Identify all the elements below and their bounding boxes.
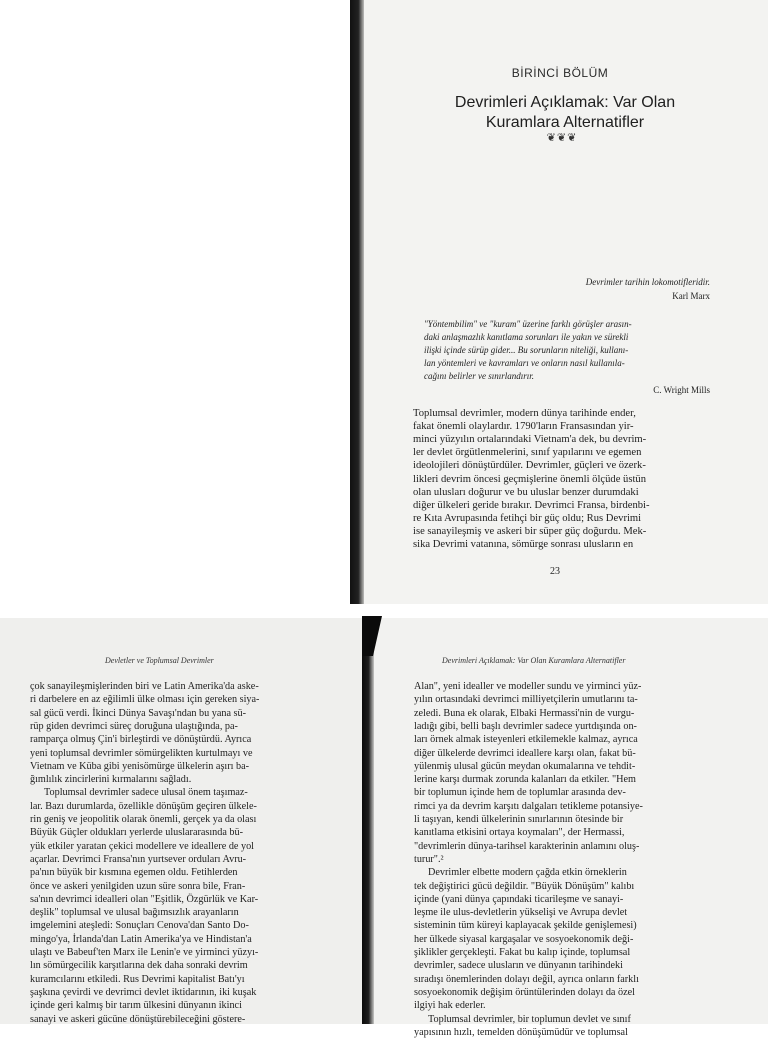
text-line: ri darbelere en az eğilimli ülke olması için gereken siya- (30, 694, 260, 706)
text-line: yapısının hızlı, temelden dönüşümüdür ve toplumsal (414, 1026, 628, 1038)
running-head-right: Devrimleri Açıklamak: Var Olan Kuramlara Alternatifler (442, 656, 626, 665)
text-line: bir toplumun içinde hem de toplumlar arasında dev- (414, 787, 626, 799)
text-line: açarlar. Devrimci Fransa'nın yurtsever orduları Avru- (30, 853, 247, 865)
text-line: "devrimlerin dünya-tarihsel karakterinin anlamını oluş- (414, 840, 640, 852)
text-line: ğımlılık zincirlerini kırmalarını sağladı. (30, 774, 192, 786)
text-line: yeni toplumsal devrimler sömürgelikten kurtulmayı ve (30, 747, 253, 759)
epigraph2-line: daki anlaşmazlık kanıtlama sorunları ile yakın ve sürekli (424, 332, 629, 342)
epigraph2-line: "Yöntembilim" ve "kuram" üzerine farklı görüşler arasın- (424, 319, 632, 329)
chapter-title (420, 93, 710, 133)
epigraph1-author: Karl Marx (672, 291, 710, 301)
text-line: diğer ülkeleri geride bırakır. Devrimci Fransa, birdenbi- (413, 499, 650, 511)
text-line: sosyoekonomik değişim örüntülerinden dolayı da özel (414, 986, 635, 998)
text-line: deşlik" toplumsal ve ulusal bağımsızlık arayanların (30, 907, 239, 919)
text-line: li taşıyan, kendi ülkelerinin sınırlarının ötesinde bir (414, 814, 624, 825)
chapter-title-line1: Devrimleri Açıklamak: Var Olan (454, 94, 676, 111)
text-line: sal gücü verdi. İkinci Dünya Savaşı'ndan bu yana sü- (30, 707, 247, 719)
text-line: kanıtlama etkisini ortaya koymaları", der Hermassi, (414, 827, 625, 839)
text-line: turur".² (414, 853, 444, 865)
text-line: içinde (yani dünya çapındaki ticarileşme ve sanayi- (414, 893, 624, 905)
text-line: sıradışı önemlerinden dolayı değil, ayrıca onların farklı (414, 973, 639, 985)
text-line: önce ve askeri yenilgiden uzun süre sonra bile, Fran- (30, 880, 246, 892)
text-line: minci yüzyılın ortalarındaki Vietnam'a dek, bu devrim- (413, 434, 647, 446)
text-line: lerine karşı durmak zorunda kalanları da etkiler. "Hem (414, 774, 636, 786)
page-number: 23 (550, 566, 560, 577)
epigraph2-line: lan yöntemleri ve kavramları ve onların nasıl kullanıla- (424, 358, 625, 368)
text-line: Alan", yeni idealler ve modeller sundu ve yirminci yüz- (414, 681, 642, 692)
text-line: yük etkiler yaratan çekici modellere ve ideallere de yol (30, 840, 255, 852)
text-line: imgelemini ateşledi: Sonuçları Cenova'dan Santo Do- (30, 920, 249, 932)
text-line: ideolojileri dönüştürdüler. Devrimler, güçleri ve özerk- (413, 460, 646, 472)
text-line: çok sanayileşmişlerinden biri ve Latin Amerika'da aske- (30, 681, 259, 692)
text-line: tek değiştirici gücü değildir. "Büyük Dönüşüm" kalıbı (414, 880, 635, 892)
text-line: sisteminin tüm küreyi kaplayacak şekilde genişlemesi) (414, 920, 637, 932)
text-line: Toplumsal devrimler, bir toplumun devlet ve sınıf (428, 1013, 631, 1025)
text-line: şaşkına çevirdi ve devrimci devlet iktidarının, iki kuşak (30, 986, 257, 998)
text-line: Devrimler elbette modern çağda etkin örneklerin (428, 867, 627, 879)
text-line: içinde geri kalmış bir tarım ülkesini dünyanın ikinci (30, 1000, 242, 1012)
text-line: ladığı gibi, belli başlı devrimler sadece yurtdışında on- (414, 720, 637, 732)
epigraph2-line: cağını belirler ve sınırlandırır. (424, 371, 534, 381)
text-line: ilgiyi hak ederler. (414, 1000, 486, 1012)
text-line: ramparça olmuş Çin'i birleştirdi ve dönüştürdü. Ayrıca (30, 734, 252, 746)
text-line: diğer ülkelerde devrimci ideallere karşı olan, fakat bü- (414, 747, 636, 759)
text-line: likleri devrim öncesi geçmişlerine önemli ölçüde üstün (413, 473, 647, 485)
text-line: sanayi ve askeri gücüne dönüştürebileceğini göstere- (30, 1013, 246, 1025)
text-line: kuramcılarını etkiledi. Rus Devrimi kapitalist Batı'yı (30, 973, 245, 985)
running-head-left: Devletler ve Toplumsal Devrimler (105, 656, 214, 665)
text-line: yülenmiş ulusal gücün meydan okumalarına ve tehdit- (414, 760, 636, 772)
epigraph2-quote (424, 318, 712, 383)
text-line: devrimler, sadece ulusların ve dünyanın tarihindeki (414, 960, 623, 972)
text-line: Toplumsal devrimler sadece ulusal önem taşımaz- (44, 787, 248, 799)
epigraph1-quote: Devrimler tarihin lokomotifleridir. (585, 277, 710, 287)
bottom-spine-shadow (362, 616, 374, 1024)
text-line: rimci ya da devrim karşıtı dalgaları tetikleme potansiye- (414, 800, 643, 812)
text-line: Toplumsal devrimler, modern dünya tarihinde ender, (413, 408, 636, 419)
text-line: sika Devrimi vatanına, sömürge sonrası ulusların en (413, 539, 634, 550)
text-line: lın sömürgecilik karşıtlarına dek daha sonraki devrim (30, 960, 248, 972)
text-line: pa'nın büyük bir kısmına egemen oldu. Fetihlerden (30, 867, 238, 879)
text-line: rin geniş ve jeopolitik olarak önemli, gerçek ya da olası (30, 814, 257, 825)
text-line: yılın ortasındaki devrimci milliyetçilerin umutlarını ta- (414, 694, 638, 706)
text-line: şiklikler gerçekleşti. Fakat bu kalıp içinde, toplumsal (414, 947, 631, 958)
text-line: sa'nın devrimci idealleri olan "Eşitlik, Özgürlük ve Kar- (30, 893, 259, 905)
text-line: ise sanayileşmiş ve askeri bir süper güç doğurdu. Mek- (413, 525, 647, 537)
top-page-spine-shadow (350, 0, 364, 604)
chapter-title-line2: Kuramlara Alternatifler (485, 114, 645, 131)
text-line: ulaştı ve Babeuf'ten Marx ile Lenin'e ve yirminci yüzyı- (30, 947, 259, 958)
text-line: zeledi. Buna ek olarak, Elbaki Hermassi'nin de vurgu- (414, 707, 635, 719)
text-line: leşme ile ulus-devletlerin yükselişi ve Avrupa devlet (414, 907, 628, 919)
text-line: Vietnam ve Küba gibi yenisömürge ülkelerin aşırı ba- (30, 760, 250, 772)
text-line: ları örnek almak isteyenleri etkilemekle kalmaz, ayrıca (414, 734, 638, 746)
epigraph2-line: ilişki içinde sürüp gider... Bu sorunların niteliği, kullanı- (424, 345, 629, 355)
epigraph2-author: C. Wright Mills (653, 385, 710, 395)
text-line: rüp giden devrimci süreç doruğuna ulaştığında, pa- (30, 720, 238, 732)
text-line: fakat önemli olaylardır. 1790'ların Fransasından yir- (413, 421, 634, 433)
text-line: mingo'ya, İrlanda'dan Latin Amerika'ya ve Hindistan'a (30, 933, 252, 945)
text-line: lar. Bazı durumlarda, özellikle dönüşüm geçiren ülkele- (30, 800, 257, 812)
ornament-icon: ❦❦❦ (546, 132, 578, 144)
text-line: her ülkede siyasal kargaşalar ve sosyoekonomik deği- (414, 933, 634, 945)
text-line: olan ulusları doğurur ve bu uluslar benzer durumdaki (413, 486, 639, 498)
text-line: Büyük Güçler oldukları yerlerde uluslararasında bü- (30, 827, 244, 839)
text-line: ler devlet örgütlenmelerini, sınıf yapılarını ve egemen (413, 447, 642, 459)
chapter-label: BİRİNCİ BÖLÜM (511, 66, 609, 80)
text-line: re Kıta Avrupasında fetihçi bir güç oldu; Rus Devrimi (413, 512, 642, 524)
scan-gap (0, 604, 768, 618)
